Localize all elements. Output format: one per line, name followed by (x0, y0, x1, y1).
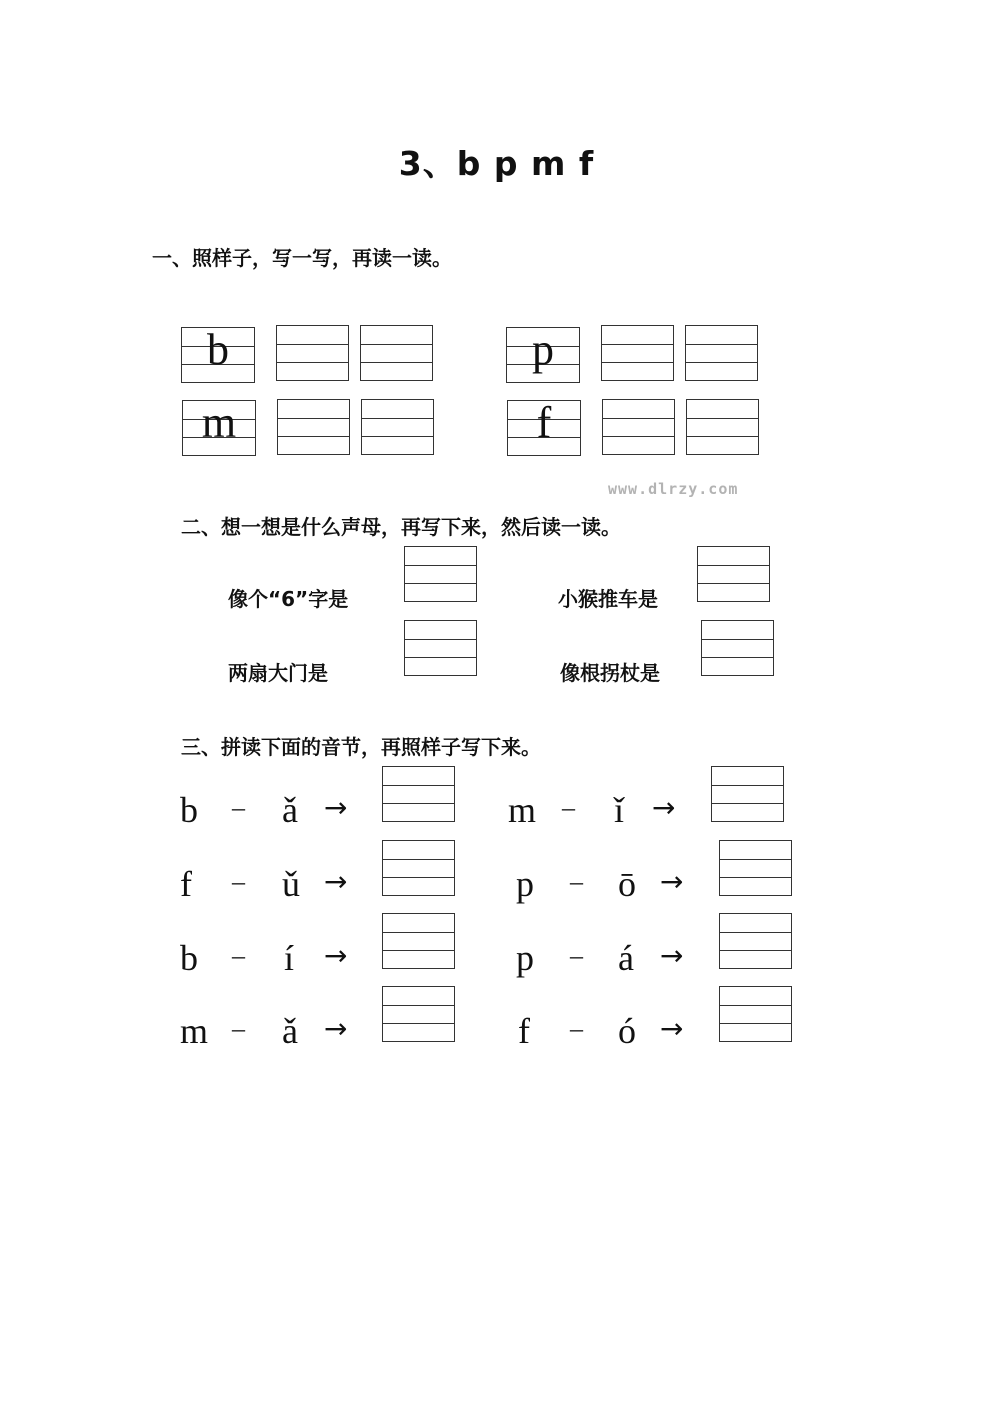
sample-box-p (506, 327, 580, 383)
sample-box-m (182, 400, 256, 456)
sample-letter-p: p (532, 325, 554, 374)
syllable-answer-box[interactable] (719, 913, 792, 969)
watermark: www.dlrzy.com (608, 480, 739, 498)
sample-letter-f: f (536, 398, 552, 447)
riddle-label: 小猴推车是 (558, 587, 658, 611)
syllable-vowel: ǎ (282, 790, 298, 830)
answer-box[interactable] (404, 620, 477, 676)
syllable-dash: – (232, 867, 245, 896)
syllable-answer-box[interactable] (382, 913, 455, 969)
syllable-answer-box[interactable] (719, 986, 792, 1042)
practice-box[interactable] (276, 325, 349, 381)
syllable-consonant: p (516, 864, 534, 904)
riddle-label: 两扇大门是 (228, 661, 328, 685)
practice-box[interactable] (685, 325, 758, 381)
syllable-answer-box[interactable] (382, 840, 455, 896)
sample-box-b (181, 327, 255, 383)
section3-heading: 三、拼读下面的音节，再照样子写下来。 (181, 735, 541, 759)
syllable-consonant: m (180, 1011, 209, 1051)
syllable-vowel: ǔ (282, 864, 300, 904)
syllable-vowel: ǐ (614, 790, 625, 830)
sample-letter-m: m (201, 398, 237, 447)
syllable-consonant: f (180, 864, 192, 904)
arrow-right-icon: → (660, 1012, 684, 1045)
syllable-dash: – (570, 1014, 583, 1043)
practice-box[interactable] (277, 399, 350, 455)
practice-box[interactable] (601, 325, 674, 381)
practice-box[interactable] (686, 399, 759, 455)
syllable-vowel: ó (618, 1011, 636, 1051)
arrow-right-icon: → (652, 791, 676, 824)
sample-box-f (507, 400, 581, 456)
answer-box[interactable] (404, 546, 477, 602)
sample-letter-b: b (207, 325, 229, 374)
syllable-dash: – (570, 941, 583, 970)
riddle-label: 像根拐杖是 (560, 661, 660, 685)
syllable-dash: – (232, 941, 245, 970)
arrow-right-icon: → (324, 939, 348, 972)
syllable-consonant: b (180, 938, 198, 978)
riddle-label: 像个“6”字是 (228, 587, 349, 611)
syllable-dash: – (232, 793, 245, 822)
answer-box[interactable] (701, 620, 774, 676)
arrow-right-icon: → (660, 939, 684, 972)
answer-box[interactable] (697, 546, 770, 602)
syllable-answer-box[interactable] (382, 986, 455, 1042)
page-title: 3、b p m f (398, 144, 595, 183)
syllable-consonant: b (180, 790, 198, 830)
syllable-dash: – (232, 1014, 245, 1043)
practice-box[interactable] (361, 399, 434, 455)
syllable-answer-box[interactable] (711, 766, 784, 822)
practice-box[interactable] (602, 399, 675, 455)
arrow-right-icon: → (324, 1012, 348, 1045)
syllable-answer-box[interactable] (382, 766, 455, 822)
syllable-dash: – (562, 793, 575, 822)
syllable-vowel: ō (618, 864, 636, 904)
arrow-right-icon: → (324, 865, 348, 898)
syllable-dash: – (570, 867, 583, 896)
section1-heading: 一、照样子，写一写，再读一读。 (152, 246, 452, 270)
syllable-answer-box[interactable] (719, 840, 792, 896)
syllable-vowel: ǎ (282, 1011, 298, 1051)
arrow-right-icon: → (660, 865, 684, 898)
practice-box[interactable] (360, 325, 433, 381)
syllable-consonant: m (508, 790, 537, 830)
arrow-right-icon: → (324, 791, 348, 824)
syllable-vowel: í (284, 938, 295, 978)
syllable-consonant: p (516, 938, 534, 978)
syllable-vowel: á (618, 938, 634, 978)
section2-heading: 二、想一想是什么声母，再写下来，然后读一读。 (181, 515, 621, 539)
syllable-consonant: f (518, 1011, 530, 1051)
